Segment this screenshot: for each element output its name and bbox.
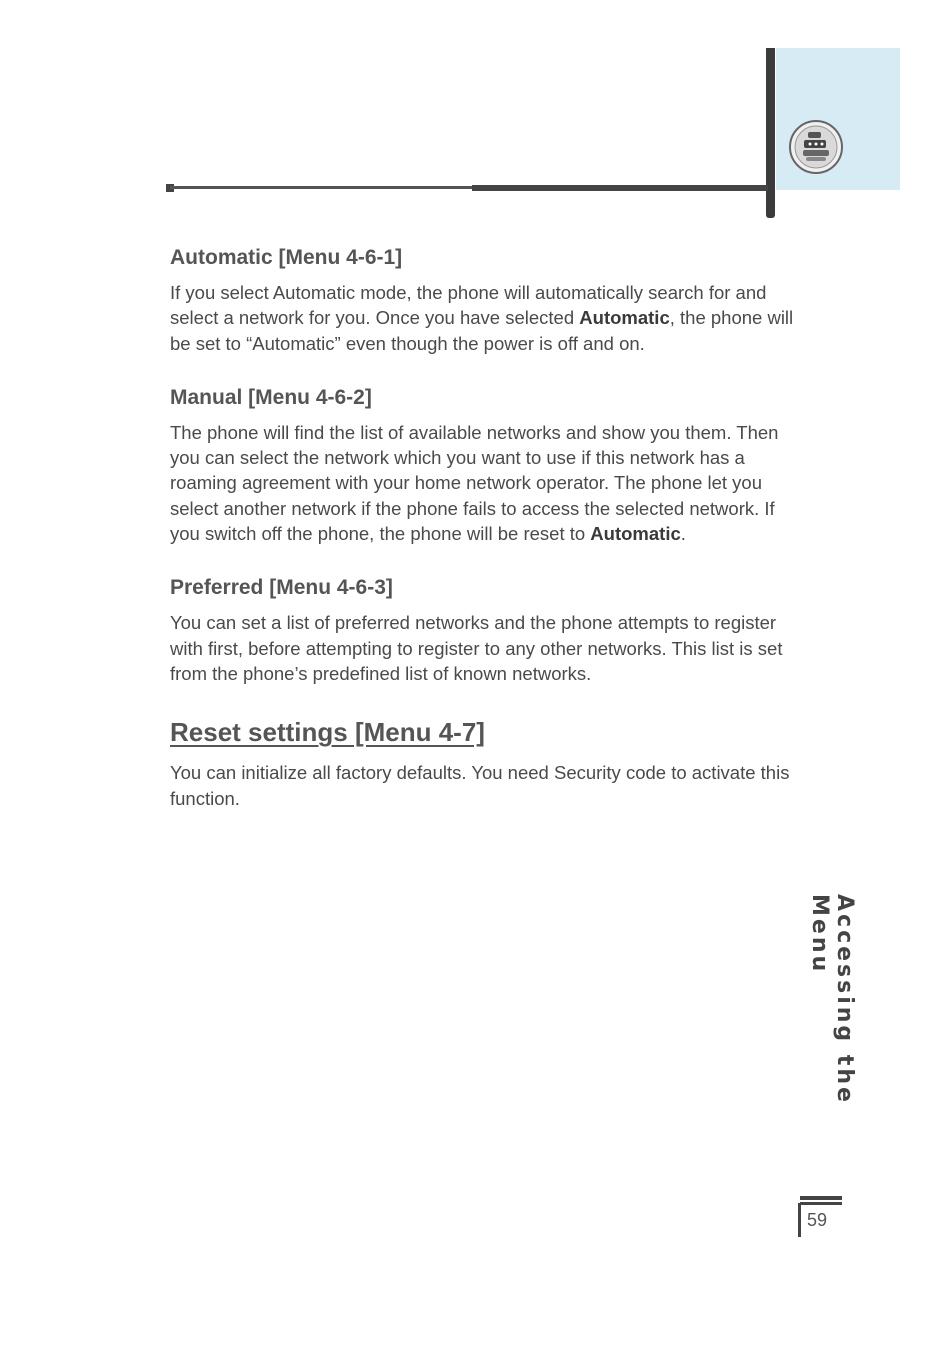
side-tab [807, 894, 857, 1184]
text-automatic-part1: If you select Automatic mode, the phone will automatically search for and select a network for you. Once you have selected [170, 282, 767, 329]
text-manual-part1: The phone will find the list of available networks and show you them. Then you can select the network which you want to use if this network has a roaming agreement with your home network operator. The phone let you select another network if the phone fails to access the selected network. If you switch off the phone, the phone will be reset to [170, 421, 779, 545]
settings-phone-icon [788, 119, 844, 175]
page-number: 59 [807, 1210, 828, 1230]
section-manual [170, 382, 800, 546]
paragraph-manual [170, 420, 800, 546]
section-preferred [170, 572, 800, 686]
header-vertical-bar [766, 48, 775, 218]
header-rule-thick [472, 185, 768, 191]
page-number-bar-top [800, 1196, 842, 1200]
text-manual-part2: . [680, 523, 686, 545]
section-automatic [170, 242, 800, 356]
page-number-bar-left [798, 1203, 801, 1237]
paragraph-automatic [170, 280, 800, 356]
header-rule-thin [170, 186, 473, 189]
heading-manual: Manual [Menu 4-6-2] [170, 385, 372, 409]
page-content [170, 242, 800, 811]
heading-preferred: Preferred [Menu 4-6-3] [170, 576, 393, 600]
bold-automatic: Automatic [579, 307, 670, 329]
page-number-bar-bottom [800, 1202, 842, 1205]
text-automatic-part2: , the phone will be set to “Automatic” even though the power is off and on. [170, 307, 794, 354]
paragraph-reset: You can initialize all factory defaults. You need Security code to activate this function. [170, 762, 790, 809]
bold-manual-automatic: Automatic [590, 523, 681, 545]
side-tab-label: Accessing the Menu [807, 894, 857, 1105]
section-reset [170, 714, 800, 811]
heading-automatic: Automatic [Menu 4-6-1] [170, 246, 403, 269]
paragraph-preferred: You can set a list of preferred networks and the phone attempts to register with first, before attempting to register to any other networks. This list is set from the phone’s predefined list of known networks. [170, 612, 783, 684]
heading-reset-settings: Reset settings [Menu 4-7] [170, 717, 485, 748]
